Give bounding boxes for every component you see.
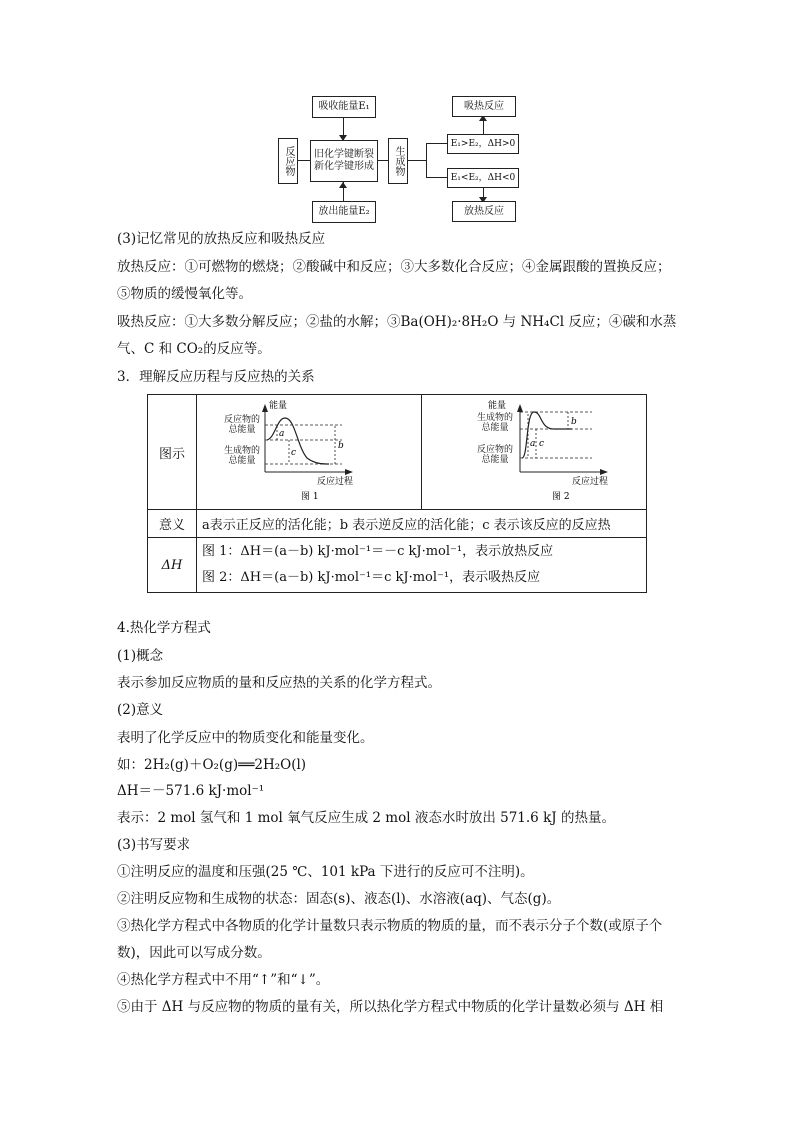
endo-box: 吸热反应 [452, 96, 516, 117]
label-a: a [279, 428, 285, 439]
sub-concept: (1)概念 [117, 648, 164, 664]
endo-list-line1: 吸热反应：①大多数分解反应；②盐的水解；③Ba(OH)₂·8H₂O 与 NH₄Cl 反应；④碳和水蒸 [117, 314, 677, 330]
cond-endo-box: E₁>E₂，ΔH>0 [447, 134, 519, 154]
dh-fig1: 图 1：ΔH＝(a－b) kJ·mol⁻¹＝－c kJ·mol⁻¹，表示放热反应 [202, 544, 554, 559]
label-b: b [571, 416, 577, 427]
label-c: c [291, 447, 297, 458]
bond-break-text: 旧化学键断裂 [314, 149, 374, 160]
concept-text: 表示参加反应物质的量和反应热的关系的化学方程式。 [117, 675, 441, 691]
label-a: a [530, 438, 536, 449]
connector [426, 143, 427, 177]
arrow-head [339, 182, 347, 188]
connector [408, 160, 426, 161]
absorb-energy-box: 吸收能量E₁ [312, 96, 376, 118]
example-equation: 如：2H₂(g)＋O₂(g)══2H₂O(l) [117, 757, 307, 773]
row-label-diagram: 图示 [148, 395, 197, 510]
fig2-lower-label: 反应物的总能量 [476, 445, 513, 465]
heading-4: 4.热化学方程式 [117, 620, 211, 636]
x-axis-label: 反应过程 [572, 476, 609, 487]
meaning-text: a表示正反应的活化能；b 表示逆反应的活化能；c 表示该反应的反应热 [197, 510, 647, 538]
req-3-line1: ③热化学方程式中各物质的化学计量数只表示物质的物质的量，而不表示分子个数(或原子个 [117, 918, 663, 934]
fig2-upper-label: 生成物的总能量 [476, 413, 513, 433]
label-c: c [539, 438, 545, 449]
req-2: ②注明反应物和生成物的状态：固态(s)、液态(l)、水溶液(aq)、气态(g)。 [117, 891, 561, 907]
dh-value: ΔH＝－571.6 kJ·mol⁻¹ [117, 783, 265, 799]
y-arrow [517, 404, 523, 412]
x-axis-label: 反应过程 [317, 476, 354, 487]
row-label-dh: ΔH [148, 538, 197, 593]
sub-writing: (3)书写要求 [117, 837, 191, 853]
section-title: (3)记忆常见的放热反应和吸热反应 [117, 231, 326, 247]
energy-curve [522, 412, 572, 458]
fig2-caption: 图 2 [552, 491, 570, 502]
dh-cell [197, 538, 647, 593]
meaning-text-4: 表明了化学反应中的物质变化和能量变化。 [117, 730, 374, 746]
release-energy-box: 放出能量E₂ [312, 201, 376, 223]
fig1-lower-label: 生成物的总能量 [223, 446, 260, 466]
connector [426, 143, 447, 144]
x-arrow [600, 469, 608, 475]
y-arrow [262, 404, 268, 412]
req-5: ⑤由于 ΔH 与反应物的物质的量有关，所以热化学方程式中物质的化学计量数必须与 ΔH 相 [117, 999, 664, 1015]
bond-box [310, 140, 378, 182]
req-4: ④热化学方程式中不用“↑”和“↓”。 [117, 972, 330, 988]
dh-fig2: 图 2：ΔH＝(a－b) kJ·mol⁻¹＝c kJ·mol⁻¹，表示吸热反应 [202, 570, 541, 585]
heading-3: 3．理解反应历程与反应热的关系 [117, 369, 315, 385]
bond-form-text: 新化学键形成 [314, 161, 374, 172]
exo-list-line1: 放热反应：①可燃物的燃烧；②酸碱中和反应；③大多数化合反应；④金属跟酸的置换反应； [117, 259, 671, 275]
cond-exo-box: E₁<E₂，ΔH<0 [447, 168, 519, 188]
fig1-cell [197, 395, 422, 510]
y-axis-label: 能量 [269, 400, 288, 411]
x-arrow [345, 469, 353, 475]
connector [378, 160, 388, 161]
exo-list-line2: ⑤物质的缓慢氧化等。 [117, 286, 252, 302]
sub-meaning: (2)意义 [117, 702, 164, 718]
exo-box: 放热反应 [452, 201, 516, 222]
connector [426, 177, 447, 178]
fig1-upper-label: 反应物的总能量 [223, 415, 260, 435]
reactant-box: 反应物 [278, 138, 298, 184]
product-box: 生成物 [388, 138, 408, 184]
fig1-caption: 图 1 [301, 491, 319, 502]
req-3-line2: 数)，因此可以写成分数。 [117, 945, 271, 961]
fig2-svg [422, 396, 646, 509]
y-axis-label: 能量 [488, 400, 507, 411]
endo-list-line2: 气、C 和 CO₂的反应等。 [117, 341, 271, 357]
fig2-cell [422, 395, 647, 510]
req-1: ①注明反应的温度和压强(25 ℃、101 kPa 下进行的反应可不注明)。 [117, 864, 534, 880]
connector [298, 160, 310, 161]
reaction-table [147, 394, 647, 593]
row-label-meaning: 意义 [148, 510, 197, 538]
label-b: b [338, 440, 344, 451]
equation-meaning: 表示：2 mol 氢气和 1 mol 氧气反应生成 2 mol 液态水时放出 571.6 kJ 的热量。 [117, 810, 615, 826]
